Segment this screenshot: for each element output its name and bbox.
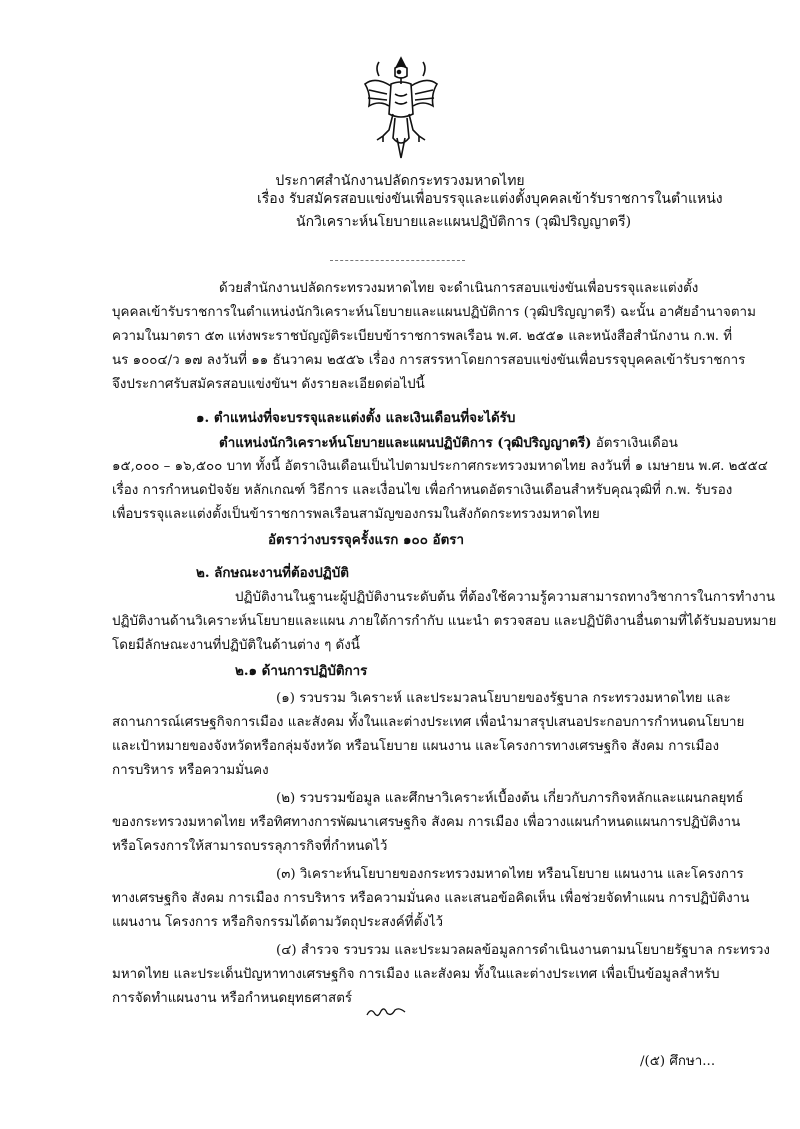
item-1-line-3: และเป้าหมายของจังหวัดหรือกลุ่มจังหวัด หรือนโยบาย แผนงาน และโครงการทางเศรษฐกิจ สังคม การเมือง (112, 739, 720, 754)
section-1-line-4: เพื่อบรรจุและแต่งตั้งเป็นข้าราชการพลเรือนสามัญของกรมในสังกัดกระทรวงมหาดไทย (112, 507, 600, 522)
item-1-line-1: (๑) รวบรวม วิเคราะห์ และประมวลนโยบายของรัฐบาล กระทรวงมหาดไทย และ (276, 691, 731, 706)
item-1-line-2: สถานการณ์เศรษฐกิจการเมือง และสังคม ทั้งในและต่างประเทศ เพื่อนำมาสรุปเสนอประกอบการกำหนดนโยบาย (112, 715, 745, 730)
subject-line-2: นักวิเคราะห์นโยบายและแผนปฏิบัติการ (วุฒิปริญญาตรี) (296, 214, 632, 230)
item-4-line-1: (๔) สำรวจ รวบรวม และประมวลผลข้อมูลการดำเนินงานตามนโยบายรัฐบาล กระทรวง (276, 943, 770, 958)
vacancy-count: อัตราว่างบรรจุครั้งแรก ๑๐๐ อัตรา (268, 532, 464, 548)
section-1-heading: ๑. ตำแหน่งที่จะบรรจุและแต่งตั้ง และเงินเดือนที่จะได้รับ (196, 410, 516, 426)
item-3-line-2: ทางเศรษฐกิจ สังคม การเมือง การบริหาร หรือความมั่นคง และเสนอข้อคิดเห็น เพื่อช่วยจัดทำแผน การปฏิบัติงาน (112, 891, 750, 906)
item-4-line-2: มหาดไทย และประเด็นปัญหาทางเศรษฐกิจ การเมือง และสังคม ทั้งในและต่างประเทศ เพื่อเป็นข้อมูลสำหรับ (112, 967, 720, 982)
section-1-line-3: เรื่อง การกำหนดปัจจัย หลักเกณฑ์ วิธีการ และเงื่อนไข เพื่อกำหนดอัตราเงินเดือนสำหรับคุณวุฒิที่ ก.พ. รับรอง (112, 483, 733, 498)
intro-line-3: ความในมาตรา ๕๓ แห่งพระราชบัญญัติระเบียบข้าราชการพลเรือน พ.ศ. ๒๕๕๑ และหนังสือสำนักงาน ก.พ. ที่ (112, 329, 733, 344)
section-2-line-2: ปฏิบัติงานด้านวิเคราะห์นโยบายและแผน ภายใต้การกำกับ แนะนำ ตรวจสอบ และปฏิบัติงานอื่นตามที่ได้รับมอบหมาย (112, 614, 777, 629)
announcement-title: ประกาศสำนักงานปลัดกระทรวงมหาดไทย (275, 173, 525, 189)
section-1-line-2: ๑๕,๐๐๐ – ๑๖,๕๐๐ บาท ทั้งนี้ อัตราเงินเดือนเป็นไปตามประกาศกระทรวงมหาดไทย ลงวันที่ ๑ เมษายน พ.ศ. ๒๕๕๔ (112, 459, 768, 474)
section-2-heading: ๒. ลักษณะงานที่ต้องปฏิบัติ (196, 565, 349, 581)
section-2-line-3: โดยมีลักษณะงานที่ปฏิบัติในด้านต่าง ๆ ดังนี้ (112, 638, 360, 653)
item-3-line-1: (๓) วิเคราะห์นโยบายของกระทรวงมหาดไทย หรือนโยบาย แผนงาน และโครงการ (276, 867, 744, 882)
salary-rate-label: อัตราเงินเดือน (591, 436, 678, 451)
title-divider (330, 260, 465, 261)
item-2-line-1: (๒) รวบรวมข้อมูล และศึกษาวิเคราะห์เบื้องต้น เกี่ยวกับภารกิจหลักและแผนกลยุทธ์ (276, 791, 744, 806)
item-1-line-4: การบริหาร หรือความมั่นคง (112, 763, 269, 778)
subject-line-1: เรื่อง รับสมัครสอบแข่งขันเพื่อบรรจุและแต่งตั้งบุคคลเข้ารับราชการในตำแหน่ง (257, 191, 723, 207)
position-title: ตำแหน่งนักวิเคราะห์นโยบายและแผนปฏิบัติการ (วุฒิปริญญาตรี) (219, 435, 592, 451)
item-2-line-3: หรือโครงการให้สามารถบรรลุภารกิจที่กำหนดไว้ (112, 839, 388, 854)
intro-line-5: จึงประกาศรับสมัครสอบแข่งขันฯ ดังรายละเอียดต่อไปนี้ (112, 377, 425, 392)
continuation-note: /(๕) ศึกษา... (640, 1054, 716, 1069)
item-2-line-2: ของกระทรวงมหาดไทย หรือทิศทางการพัฒนาเศรษฐกิจ สังคม การเมือง เพื่อวางแผนกำหนดแผนการปฏิบัติงาน (112, 815, 741, 830)
intro-line-1: ด้วยสำนักงานปลัดกระทรวงมหาดไทย จะดำเนินการสอบแข่งขันเพื่อบรรจุและแต่งตั้ง (219, 281, 699, 296)
item-4-line-3: การจัดทำแผนงาน หรือกำหนดยุทธศาสตร์ (112, 991, 353, 1006)
section-2-line-1: ปฏิบัติงานในฐานะผู้ปฏิบัติงานระดับต้น ที่ต้องใช้ความรู้ความสามารถทางวิชาการในการทำงาน (235, 590, 776, 605)
intro-line-4: นร ๑๐๐๔/ว ๑๗ ลงวันที่ ๑๑ ธันวาคม ๒๕๕๖ เรื่อง การสรรหาโดยการสอบแข่งขันเพื่อบรรจุบุคคลเข้ารับราชการ (112, 353, 746, 368)
section-1-position-line (219, 434, 678, 453)
intro-line-2: บุคคลเข้ารับราชการในตำแหน่งนักวิเคราะห์นโยบายและแผนปฏิบัติการ (วุฒิปริญญาตรี) ฉะนั้น อาศัยอำนาจตาม (112, 305, 756, 320)
item-3-line-3: แผนงาน โครงการ หรือกิจกรรมได้ตามวัตถุประสงค์ที่ตั้งไว้ (112, 915, 444, 930)
section-2-1-heading: ๒.๑ ด้านการปฏิบัติการ (235, 663, 368, 679)
initials-signature (365, 1005, 407, 1019)
garuda-emblem-icon (361, 54, 441, 162)
